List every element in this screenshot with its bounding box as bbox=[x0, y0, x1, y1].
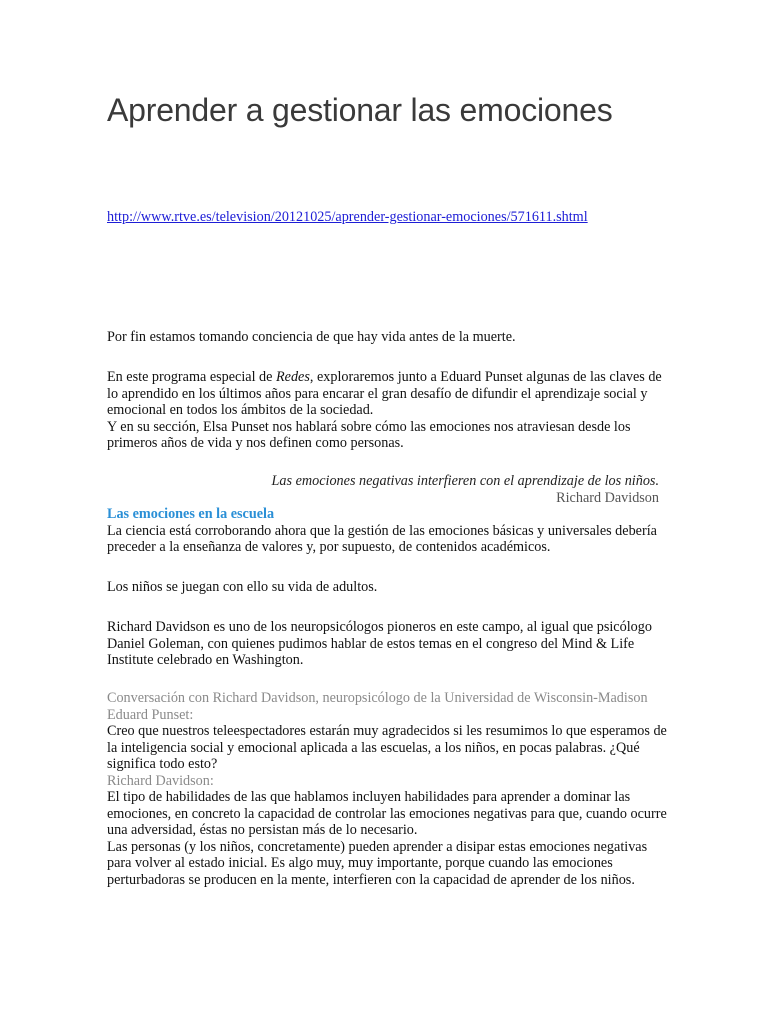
adults-paragraph: Los niños se juegan con ello su vida de adultos. bbox=[107, 579, 378, 595]
section-heading: Las emociones en la escuela bbox=[107, 506, 275, 522]
conversation-section bbox=[107, 690, 667, 888]
school-section bbox=[107, 506, 663, 556]
speech-davidson-1: El tipo de habilidades de las que hablamos incluyen habilidades para aprender a dominar las emociones, en concreto la capacidad de controlar las emociones negativas para que, cuando ocurre una adversidad, éstas no persistan más de lo necesario. bbox=[107, 789, 667, 838]
school-paragraph: La ciencia está corroborando ahora que la gestión de las emociones básicas y universales debería preceder a la enseñanza de valores y, por supuesto, de contenidos académicos. bbox=[107, 522, 657, 555]
program-name: Redes bbox=[276, 369, 310, 385]
intro-paragraph: Por fin estamos tomando conciencia de que hay vida antes de la muerte. bbox=[107, 329, 516, 345]
program-description: En este programa especial de Redes, exploraremos junto a Eduard Punset algunas de las claves de lo aprendido en los últimos años para encarar el gran desafío de difundir el aprendizaje social y emocional en todos los ámbitos de la sociedad. bbox=[107, 369, 662, 418]
davidson-paragraph: Richard Davidson es uno de los neuropsicólogos pioneros en este campo, al igual que psicólogo Daniel Goleman, con quienes pudimos hablar de estos temas en el congreso del Mind & Life Institute celebrado en Washington. bbox=[107, 619, 652, 668]
source-link[interactable]: http://www.rtve.es/television/20121025/aprender-gestionar-emociones/571611.shtml bbox=[107, 209, 588, 225]
speech-davidson-2: Las personas (y los niños, concretamente) pueden aprender a disipar estas emociones negativas para volver al estado inicial. Es algo muy, muy importante, porque cuando las emociones perturbadoras se producen en la mente, interfieren con la capacidad de aprender de los niños. bbox=[107, 838, 648, 888]
program-paragraph bbox=[107, 369, 663, 452]
speaker-punset: Eduard Punset: bbox=[107, 706, 194, 723]
speech-punset: Creo que nuestros teleespectadores estarán muy agradecidos si les resumimos lo que esperamos de la inteligencia social y emocional aplicada a las escuelas, a los niños, en pocas palabras. ¿Qué significa todo esto? bbox=[107, 723, 667, 772]
section-description: Y en su sección, Elsa Punset nos hablará sobre cómo las emociones nos atraviesan desde los primeros años de vida y nos definen como personas. bbox=[107, 418, 631, 451]
quote-author: Richard Davidson bbox=[556, 489, 659, 506]
page-title: Aprender a gestionar las emociones bbox=[107, 92, 613, 128]
conversation-heading: Conversación con Richard Davidson, neuropsicólogo de la Universidad de Wisconsin-Madison bbox=[107, 690, 648, 706]
speaker-davidson: Richard Davidson: bbox=[107, 772, 214, 789]
quote-text: Las emociones negativas interfieren con el aprendizaje de los niños. bbox=[271, 473, 659, 489]
pull-quote bbox=[107, 473, 659, 506]
